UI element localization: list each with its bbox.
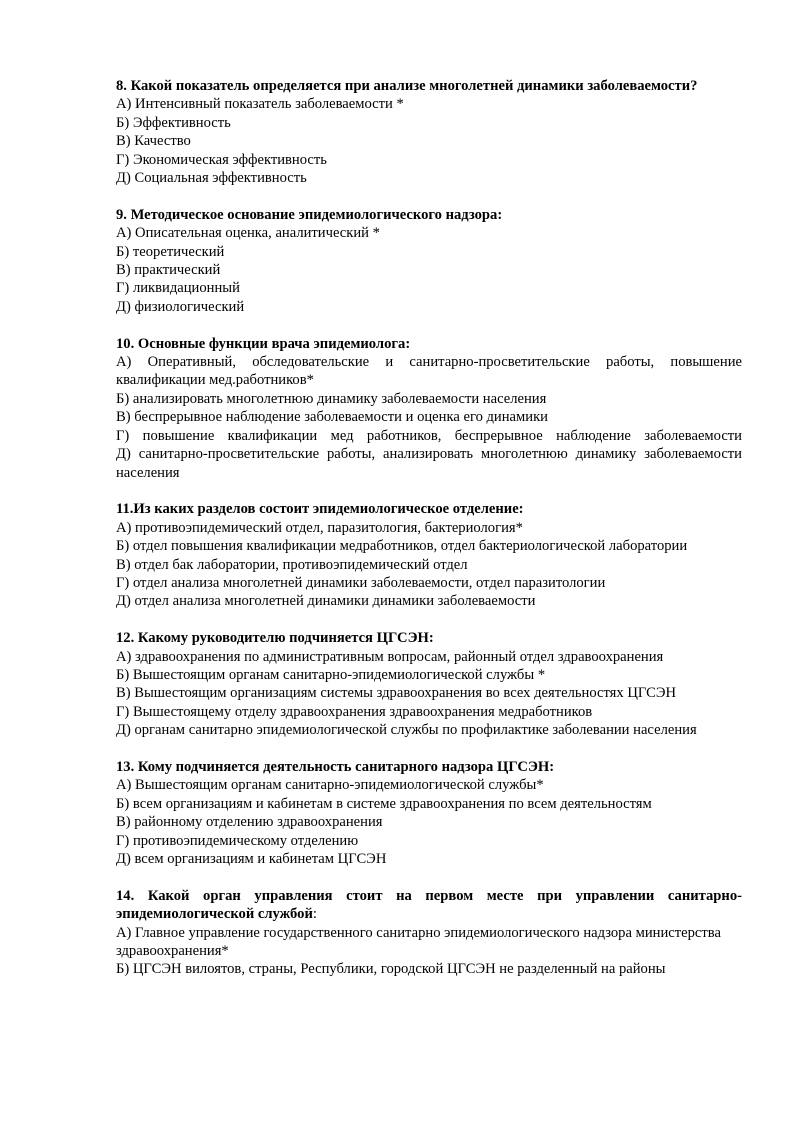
answer-option: Г) ликвидационный [116,280,240,297]
answer-option: А) противоэпидемический отдел, паразитология, бактериология* [116,519,523,536]
answer-option: В) отдел бак лаборатории, противоэпидемический отдел [116,556,468,573]
answer-option: Д) Социальная эффективность [116,170,307,187]
question-12 [116,629,742,739]
answer-option: В) беспрерывное наблюдение заболеваемости и оценка его динамики [116,409,548,426]
question-title: 8. Какой показатель определяется при анализе многолетней динамики заболеваемости? [116,78,698,94]
answer-option: Г) Вышестоящему отделу здравоохранения здравоохранения медработников [116,703,593,720]
question-title: 13. Кому подчиняется деятельность санитарного надзора ЦГСЭН: [116,758,555,775]
question-13 [116,758,742,868]
answer-option: Б) анализировать многолетнюю динамику заболеваемости населения [116,390,547,407]
answer-option: Г) отдел анализа многолетней динамики заболеваемости, отдел паразитологии [116,574,606,591]
question-9 [116,206,742,316]
answer-option: Б) всем организациям и кабинетам в системе здравоохранения по всем деятельностям [116,795,652,812]
question-title-colon: : [312,906,317,923]
answer-option: Д) органам санитарно эпидемиологической службы по профилактике заболевании населения [116,722,697,739]
question-10 [116,335,742,482]
question-8 [116,77,742,187]
answer-option: Д) отдел анализа многолетней динамики динамики заболеваемости [116,593,536,610]
question-title: 11.Из каких разделов состоит эпидемиологическое отделение: [116,501,524,518]
answer-option: А) Главное управление государственного санитарно эпидемиологического надзора министерства здравоохранения* [116,924,721,959]
answer-option: Г) противоэпидемическому отделению [116,832,359,849]
answer-option: А) здравоохранения по административным вопросам, районный отдел здравоохранения [116,648,664,665]
answer-option: Д) санитарно-просветительские работы, анализировать многолетнюю динамику заболеваемости населения [116,446,742,481]
answer-option: Б) отдел повышения квалификации медработников, отдел бактериологической лаборатории [116,538,688,555]
answer-option: Д) всем организациям и кабинетам ЦГСЭН [116,850,387,867]
question-title: 12. Какому руководителю подчиняется ЦГСЭН: [116,630,434,647]
answer-option: Г) повышение квалификации мед работников, беспрерывное наблюдение заболеваемости [116,427,742,444]
question-14 [116,887,742,979]
answer-option: Г) Экономическая эффективность [116,151,327,168]
answer-option: А) Вышестоящим органам санитарно-эпидемиологической службы* [116,777,544,794]
answer-option: В) практический [116,262,221,279]
answer-option: Б) Эффективность [116,114,231,131]
answer-option: В) Вышестоящим организациям системы здравоохранения во всех деятельностях ЦГСЭН [116,685,677,702]
question-title: 9. Методическое основание эпидемиологического надзора: [116,206,503,223]
answer-option: Б) Вышестоящим органам санитарно-эпидемиологической службы * [116,666,546,683]
answer-option: Б) теоретический [116,243,225,260]
question-title [116,887,742,924]
answer-option: А) Оперативный, обследовательские и санитарно-просветительские работы, повышение квалификации мед.работников* [116,354,742,389]
question-11 [116,500,742,610]
answer-option: Д) физиологический [116,298,245,315]
answer-option: А) Интенсивный показатель заболеваемости * [116,96,404,113]
answer-option: В) Качество [116,133,191,150]
question-title: 10. Основные функции врача эпидемиолога: [116,335,411,352]
question-title-text: 14. Какой орган управления стоит на первом месте при управлении санитарно-эпидемиологической службой [116,887,742,923]
answer-option: А) Описательная оценка, аналитический * [116,225,380,242]
answer-option: Б) ЦГСЭН вилоятов, страны, Республики, городской ЦГСЭН не разделенный на районы [116,961,666,978]
document-page [116,77,742,997]
answer-option: В) районному отделению здравоохранения [116,814,383,831]
